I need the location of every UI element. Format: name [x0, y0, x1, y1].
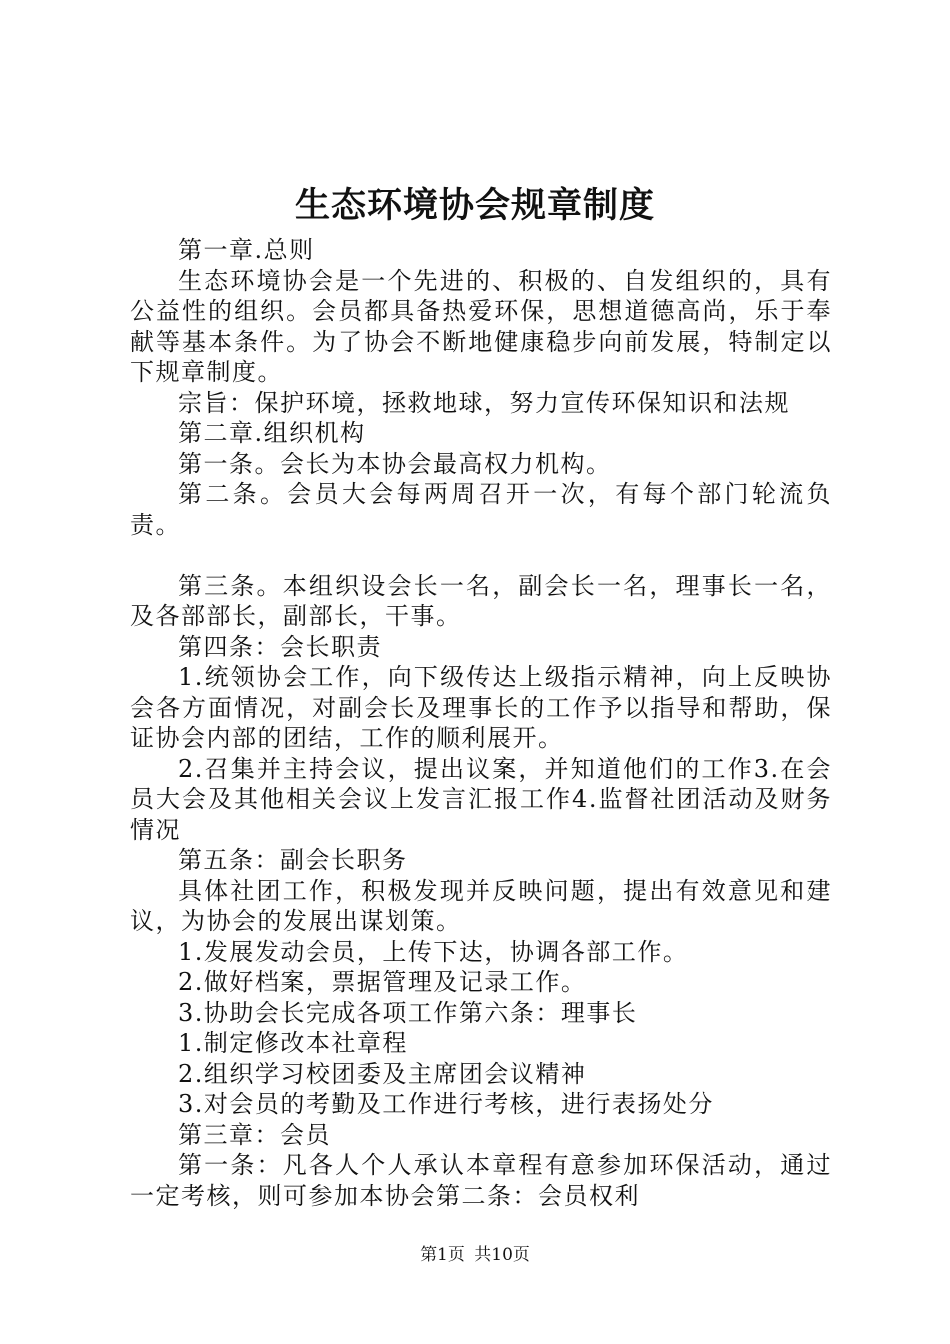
- page-total: 共10页: [474, 1245, 530, 1265]
- section-heading: 第四条：会长职责: [178, 632, 382, 661]
- chapter-heading: 第三章：会员: [178, 1120, 331, 1149]
- document-title: 生态环境协会规章制度: [294, 185, 655, 226]
- paragraph: 1.统领协会工作，向下级传达上级指示精神，向上反映协会各方面情况，对副会长及理事长的工作予以指导和帮助，保证协会内部的团结，工作的顺利展开。: [130, 663, 832, 752]
- list-item: 2.做好档案，票据管理及记录工作。: [178, 968, 587, 996]
- paragraph: 具体社团工作，积极发现并反映问题，提出有效意见和建议，为协会的发展出谋划策。: [130, 876, 832, 935]
- paragraph: 第二条。会员大会每两周召开一次，有每个部门轮流负责。: [130, 480, 832, 539]
- chapter-heading: 第一章.总则: [178, 236, 315, 264]
- paragraph: 2.召集并主持会议，提出议案，并知道他们的工作3.在会员大会及其他相关会议上发言汇报工作4.监督社团活动及财务情况: [130, 754, 832, 844]
- list-item: 3.协助会长完成各项工作第六条：理事长: [178, 998, 638, 1027]
- paragraph: 第三条。本组织设会长一名，副会长一名，理事长一名，及各部部长，副部长，干事。: [130, 571, 832, 630]
- list-item: 3.对会员的考勤及工作进行考核，进行表扬处分: [178, 1090, 714, 1118]
- chapter-heading: 第二章.组织机构: [178, 419, 366, 447]
- list-item: 1.制定修改本社章程: [178, 1029, 408, 1057]
- document-body: [130, 235, 832, 1211]
- list-item: 2.组织学习校团委及主席团会议精神: [178, 1059, 587, 1088]
- blank-line: [130, 540, 832, 571]
- paragraph: 第一条。会长为本协会最高权力机构。: [178, 449, 612, 478]
- section-heading: 第五条：副会长职务: [178, 846, 408, 874]
- page-footer: [0, 1243, 950, 1267]
- list-item: 1.发展发动会员，上传下达，协调各部工作。: [178, 937, 689, 966]
- paragraph: 宗旨：保护环境，拯救地球，努力宣传环保知识和法规: [178, 388, 790, 417]
- paragraph: 第一条：凡各人个人承认本章程有意参加环保活动，通过一定考核，则可参加本协会第二条：会员权利: [130, 1151, 832, 1210]
- paragraph: 生态环境协会是一个先进的、积极的、自发组织的，具有公益性的组织。会员都具备热爱环保，思想道德高尚，乐于奉献等基本条件。为了协会不断地健康稳步向前发展，特制定以下规章制度。: [130, 266, 832, 386]
- page-number: 第1页: [420, 1245, 465, 1265]
